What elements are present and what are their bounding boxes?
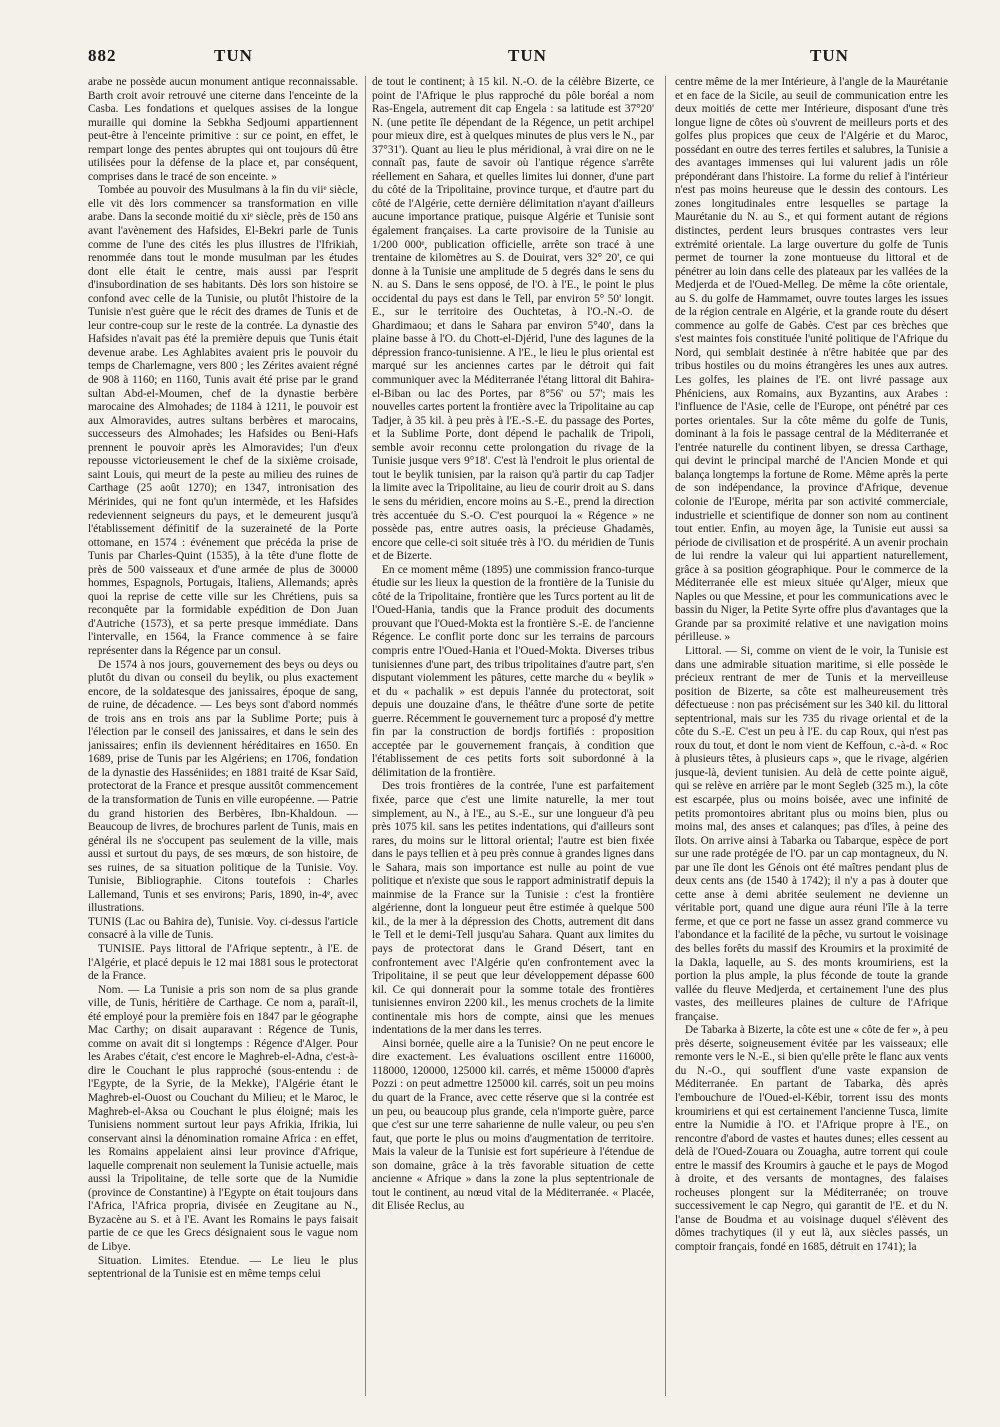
paragraph: arabe ne possède aucun monument antique reconnaissable. Barth croit avoir retrouvé une citerne dans l'enceinte de la Casba. Les fondations et quelques assises de la longue muraille qui domine la Sebkha Sedjoumi appartiennent peut-être à l'enceinte primitive : sur ce point, en effet, le rempart longe des pentes abruptes qui ont toujours dû être utilisées pour la défense de la place et, par conséquent, comprises dans le tracé de son enceinte. »: [88, 76, 358, 183]
paragraph: Ainsi bornée, quelle aire a la Tunisie? On ne peut encore le dire exactement. Les évaluations oscillent entre 116000, 118000, 120000, 125000 kil. carrés, et même 150000 d'après Pozzi : on peut admettre 125000 kil. carrés, soit un peu moins du quart de la France, avec cette réserve que si la contrée est un peu, ou beaucoup plus grande, cela n'importe guère, parce que c'est sur une terre saharienne de nulle valeur, ou peu s'en faut, que porte le plus ou moins d'augmentation de territoire. Mais la valeur de la Tunisie est fort supérieure à l'étendue de son domaine, grâce à la très favorable situation de cette ancienne « Afrique » dans la zone la plus septentrionale de tout le continent, au nœud vital de la Méditerranée. « Placée, dit Elisée Reclus, au: [372, 1037, 654, 1213]
paragraph: De 1574 à nos jours, gouvernement des beys ou deys ou plutôt du divan ou conseil du beylik, ou plus exactement encore, de la soldatesque des janissaires, époque de sang, de ruine, de décadence. — Les beys sont d'abord nommés de trois ans en trois ans par la Sublime Porte; puis à l'élection par le conseil des janissaires, et dans le sein des janissaires; enfin ils deviennent héréditaires en 1650. En 1689, prise de Tunis par les Algériens; en 1706, fondation de la dynastie des Hasséniides; en 1881 traité de Ksar Saïd, protectorat de la France et presque aussitôt commencement de la transformation de Tunis en ville européenne. — Patrie du grand historien des Berbères, Ibn-Khaldoun. — Beaucoup de livres, de brochures parlent de Tunis, mais en général ils ne s'occupent pas seulement de la ville, mais aussi et surtout du pays, de ses mœurs, de son histoire, de ses ruines, de sa situation politique de la Tunisie. Voy. Tunisie, Bibliographie. Citons toutefois : Charles Lallemand, Tunis et ses environs; Paris, 1890, in-4ᵉ, avec illustrations.: [88, 658, 358, 915]
paragraph: de tout le continent; à 15 kil. N.-O. de la célèbre Bizerte, ce point de l'Afrique le plus rapproché du pôle boréal a nom Ras-Engela, autrement dit cap Engela : sa latitude est 37°20' N. (une petite île dépendant de la Régence, un petit archipel pour mieux dire, est à quelques minutes de plus vers le N., par 37°31'). Quant au lieu le plus méridional, à vrai dire on ne le connaît pas, faute de savoir où l'antique régence s'arrête réellement en Sahara, et quelles limites lui donner, d'une part du côté de la Tripolitaine, province turque, et d'autre part du côté de l'Algérie, cette dernière délimitation n'ayant d'ailleurs aucune importance pratique, puisque Algérie et Tunisie sont également françaises. La carte provisoire de la Tunisie au 1/200 000ᵉ, publication officielle, arrête son tracé à une trentaine de kilomètres au S. de Douirat, vers 32° 20', ce qui donne à la Tunisie une amplitude de 5 degrés dans le sens du N. au S. Dans le sens opposé, de l'O. à l'E., le point le plus occidental du pays est dans le Tell, par environ 5° 50' longit. E., sur le territoire des Ouchtetas, à l'O.-N.-O. de Ghardimaou; et dans le Sahara par environ 5°40', dans la plaine basse à l'O. du Chott-el-Djérid, l'une des lagunes de la dépression franco-tunisienne. A l'E., le lieu le plus oriental est marqué sur les anciennes cartes par le détroit qui fait communiquer avec la Méditerranée l'étang littoral dit Bahira-el-Biban ou lac des Portes, par 8°56' ou 57'; mais les nouvelles cartes portent la frontière avec la Tripolitaine au cap Tadjer, à 35 kil. à peu près à l'E.-S.-E. du passage des Portes, et la Sublime Porte, dont dépend le pachalik de Tripoli, semble avoir reconnu cette prolongation du rivage de la Tunisie jusque vers 9°18'. C'est là l'endroit le plus oriental de tout le beylik tunisien, par la raison qu'à partir du cap Tadjer la limite avec la Tripolitaine, au lieu de courir droit au S. dans le sens du méridien, encore moins au S.-E., prend la direction très accentuée du S.-O. C'est pourquoi la « Régence » ne possède pas, entre autres oasis, la précieuse Ghadamès, encore que celle-ci soit située très à l'O. du méridien de Tunis et de Bizerte.: [372, 76, 654, 563]
paragraph: Des trois frontières de la contrée, l'une est parfaitement fixée, parce que c'est une limite naturelle, la mer tout simplement, au N., à l'E., au S.-E., sur une longueur d'à peu près 1075 kil. sans les petites indentations, qui d'ailleurs sont rares, du moins sur le littoral oriental; l'autre est bien fixée dans le pays tellien et à peu près connue à grandes lignes dans le Sahara, mais son importance est nulle au point de vue politique et n'existe que sous le rapport administratif depuis la mainmise de la France sur la Tunisie : c'est la frontière algérienne, dont la longueur peut être estimée à quelque 500 kil., de la mer à la dépression des Chotts, autrement dit dans le Tell et le demi-Tell jusqu'au Sahara. Quant aux limites du pays de protectorat dans le Grand Désert, tant en confrontement avec l'Algérie qu'en confrontement avec la Tripolitaine, il se peut que leur développement dépasse 600 kil. Ce qui donnerait pour la somme totale des frontières tunisiennes environ 2200 kil., les menus crochets de la limite continentale mis hors de compte, ainsi que les menues indentations de la mer dans les terres.: [372, 780, 654, 1037]
paragraph: En ce moment même (1895) une commission franco-turque étudie sur les lieux la question de la frontière de la Tunisie du côté de la Tripolitaine, frontière que les Turcs portent au lit de l'Oued-Hania, tandis que la France produit des documents prouvant que l'Oued-Mokta est la frontière S.-E. de l'ancienne Régence. Le conflit porte donc sur les terrains de parcours compris entre l'Oued-Hania et l'Oued-Mokta. Diverses tribus tunisiennes d'une part, des tribus tripolitaines d'autre part, s'en disputant violemment les pâtures, cette marche du « beylik » et du « pachalik » est depuis l'année du protectorat, soit depuis une douzaine d'ans, le théâtre d'une sorte de petite guerre. Récemment le gouvernement turc a proposé d'y mettre fin par la construction de bordjs fortifiés : proposition acceptée par le gouvernement français, à condition que l'établissement de ces petits forts soit subordonné à la délimitation de la frontière.: [372, 563, 654, 779]
running-head-right: TUN: [810, 46, 849, 65]
paragraph: centre même de la mer Intérieure, à l'angle de la Maurétanie et en face de la Sicile, au seuil de communication entre les deux moitiés de cette mer Intérieure, disposant d'une très longue ligne de côtes où s'ouvrent de meilleurs ports et des golfes plus propices que ceux de l'Algérie et du Maroc, possédant en outre des terres fertiles et salubres, la Tunisie a des avantages immenses qui lui valurent jadis un rôle prépondérant dans l'histoire. La forme du relief à l'intérieur n'est pas moins heureuse que le dessin des contours. Les zones longitudinales entre lesquelles se partage la Maurétanie du N. au S., et qui forment autant de régions distinctes, perdent leurs brusques contrastes vers leur extrémité orientale. La large ouverture du golfe de Tunis permet de tourner la zone montueuse du littoral et de pénétrer au loin dans celle des plateaux par les vallées de la Medjerda et de l'Oued-Melleg. De même la côte orientale, au S. du golfe de Hammamet, ouvre toutes larges les issues de la région centrale en Algérie, et la grande route du désert commence au golfe de Gabès. C'est par ces brèches que s'est maintes fois constituée l'unité politique de l'Afrique du Nord, qui semblait destinée à n'être habitée que par des tribus hostiles ou du moins étrangères les unes aux autres. Les golfes, les plaines de l'E. ont livré passage aux Phéniciens, aux Romains, aux Byzantins, aux Arabes : l'influence de l'Asie, celle de l'Europe, ont pénétré par ces portes orientales. Sur la côte même du golfe de Tunis, dominant à la fois le passage central de la Méditerranée et l'entrée naturelle du continent libyen, se dressa Carthage, qui devint le principal marché de l'Ancien Monde et qui balança longtemps la fortune de Rome. Même après la perte de son indépendance, la province d'Afrique, devenue colonie de l'Europe, mérita par son activité commerciale, industrielle et scientifique de donner son nom au continent tout entier. Enfin, au moyen âge, la Tunisie eut aussi sa période de civilisation et de prospérité. A un avenir prochain de lui rendre la valeur qui lui appartient naturellement, grâce à sa position géographique. Pour le commerce de la Méditerranée elle est mieux située qu'Alger, mieux que Naples ou que Messine, et pour les communications avec le bassin du Niger, la Petite Syrte offre plus d'avantages que la Grande par sa proximité relative et une navigation moins périlleuse. »: [675, 76, 948, 644]
column-divider: [665, 76, 666, 1396]
column-divider: [365, 76, 366, 1396]
paragraph: Tombée au pouvoir des Musulmans à la fin du viiᵉ siècle, elle vit dès lors commencer sa transformation en ville arabe. Dans la seconde moitié du xiᵉ siècle, près de 150 ans avant l'avènement des Hafsides, El-Bekri parle de Tunis comme de l'une des cités les plus illustres de l'Ifrikiah, renommée dans tout le monde musulman par les études dont elle était le centre, mais aussi par l'esprit d'insubordination de ses habitants. Dès lors son histoire se confond avec celle de la Tunisie, ou plutôt l'histoire de la Tunisie n'est guère que le récit des drames de Tunis et de leur contre-coup sur le reste de la contrée. La dynastie des Hafsides n'avait pas été la première depuis que Tunis était devenue arabe. Les Aghlabites avaient pris le pouvoir du temps de Charlemagne, vers 800 ; les Zérites avaient régné de 908 à 1160; en 1160, Tunis avait été prise par le grand sultan Abd-el-Moumen, chef de la dynastie berbère marocaine des Almohades; de 1184 à 1211, le pouvoir est aux Almoravides, autres sultans berbères et marocains, successeurs des Almohades; les Hafsides ou Beni-Hafs prennent le pouvoir après les Almoravides; l'un d'eux repousse victorieusement le chef de la sixième croisade, saint Louis, qui meurt de la peste au milieu des ruines de Carthage (25 août 1270); en 1347, intronisation des Mérinides, qui ne font qu'un intermède, et les Hafsides redeviennent seigneurs du pays, et le demeurent jusqu'à l'établissement définitif de la suzeraineté de la Porte ottomane, en 1574 : événement que précéda la prise de Tunis par Charles-Quint (1535), à la tête d'une flotte de près de 500 vaisseaux et d'une armée de plus de 30000 hommes, Espagnols, Portugais, Italiens, Allemands; après quoi la reprise de cette ville sur les Chrétiens, puis sa reconquête par la formidable expédition de Don Juan d'Autriche (1573), et sa perte presque immédiate. Dans l'intervalle, en 1564, la France commence à se faire représenter dans la Régence par un consul.: [88, 184, 358, 657]
running-head-center: TUN: [508, 46, 547, 65]
entry-tunis-lac: TUNIS (Lac ou Bahira de), Tunisie. Voy. ci-dessus l'article consacré à la ville de Tunis.: [88, 915, 358, 942]
section-littoral: Littoral. — Si, comme on vient de le voir, la Tunisie est dans une admirable situation maritime, si elle possède le précieux rentrant de mer de Tunis et la merveilleuse position de Bizerte, sa côte est malheureusement très défectueuse : non pas précisément sur les 340 kil. du littoral septentrional, mais sur les 735 du rivage oriental et de la côte du S.-E. C'est un peu à l'E. du cap Roux, qui n'est pas roux du tout, et dont le nom vient de Keffoun, c.-à-d. « Roc à plusieurs têtes, à plusieurs caps », que le rivage, algérien jusque-là, devient tunisien. Au delà de cette pointe aiguë, qui se relève en arrière par le mont Segleb (325 m.), la côte est escarpée, plus ou moins boisée, avec une infinité de petits promontoires abritant plus ou moins bien, plus ou moins mal, des anses et calanques; pas d'îles, à peine des îlots. On arrive ainsi à Tabarka ou Tabarque, espèce de port sur une rade protégée de l'O. par un cap montagneux, du N. par une île dont les Génois ont été maîtres pendant plus de deux cents ans (de 1540 à 1742); il n'y a pas à douter que cette anse à demi abritée seulement ne devienne un véritable port, quand une digue aura réuni l'île à la terre ferme, et que ce port ne fasse un assez grand commerce vu l'abondance et la facilité de la pêche, vu surtout le voisinage des belles forêts du massif des Kroumirs et la proximité de la Dakla, laquelle, au S. des monts kroumiriens, est la portion la plus ample, la plus féconde de toute la grande vallée du fleuve Medjerda, et certainement l'une des plus vastes, des meilleures plaines de culture de l'Afrique française.: [675, 644, 948, 1023]
section-nom: Nom. — La Tunisie a pris son nom de sa plus grande ville, de Tunis, héritière de Carthage. Ce nom a, paraît-il, été employé pour la première fois en 1847 par le géographe Mac Carthy; on disait auparavant : Régence de Tunis, comme on avait dit si longtemps : Régence d'Alger. Pour les Arabes c'était, c'est encore le Maghreb-el-Adna, c'est-à-dire le Couchant le plus rapproché (sous-entendu : de l'Egypte, de la Syrie, de la Mekke), l'Algérie étant le Maghreb-el-Ouost ou Couchant du Milieu; et le Maroc, le Maghreb-el-Aksa ou Couchant le plus éloigné; mais les Tunisiens nomment surtout leur pays Afrikia, Ifrikia, lui conservant ainsi la dénomination romaine Africa : en effet, les Romains appelaient ainsi leur province d'Afrique, laquelle comprenait non seulement la Tunisie actuelle, mais aussi la Tripolitaine, de telle sorte que de la Numidie (province de Constantine) à l'Egypte on était toujours dans l'Africa, l'Africa propria, divisée en Zeugitane au N., Byzacène au S. et à l'E. Avant les Romains le pays faisait partie de ce que les Grecs désignaient sous le vague nom de Libye.: [88, 983, 358, 1254]
running-head-left: TUN: [214, 46, 253, 65]
paragraph: De Tabarka à Bizerte, la côte est une « côte de fer », à peu près déserte, soigneusement évitée par les vaisseaux; elle remonte vers le N.-E., si bien qu'elle prête le flanc aux vents du N.-O., qui soufflent d'une vaste expansion de Méditerranée. En partant de Tabarka, dès après l'embouchure de l'Oued-el-Kébir, torrent issu des monts kroumiriens et qui est certainement l'ancienne Tusca, limite entre la Numidie à l'O. et l'Afrique propre à l'E., on rencontre d'abord de vastes et hautes dunes; elles cessent au delà de l'Oued-Zouara ou Zouagha, autre torrent qui coule entre le massif des Kroumirs à gauche et le pays de Mogod à droite, et des versants de montagnes, des falaises rocheuses plongent sur la Méditerranée; on trouve successivement le cap Negro, qui garantit de l'E. et du N. l'anse de Boudma et au voisinage duquel s'élèvent des dômes trachytiques (il y eut là, aux siècles passés, un comptoir français, fondé en 1685, détruit en 1741); la: [675, 1024, 948, 1254]
text-column-2: [372, 76, 654, 1406]
entry-tunisie: TUNISIE. Pays littoral de l'Afrique septentr., à l'E. de l'Algérie, et placé depuis le 12 mai 1881 sous le protectorat de la France.: [88, 943, 358, 983]
page-header: [88, 46, 946, 72]
text-column-3: [675, 76, 948, 1406]
section-situation: Situation. Limites. Etendue. — Le lieu le plus septentrional de la Tunisie est en même temps celui: [88, 1254, 358, 1281]
text-column-1: [88, 76, 358, 1406]
page-number: 882: [88, 46, 117, 65]
